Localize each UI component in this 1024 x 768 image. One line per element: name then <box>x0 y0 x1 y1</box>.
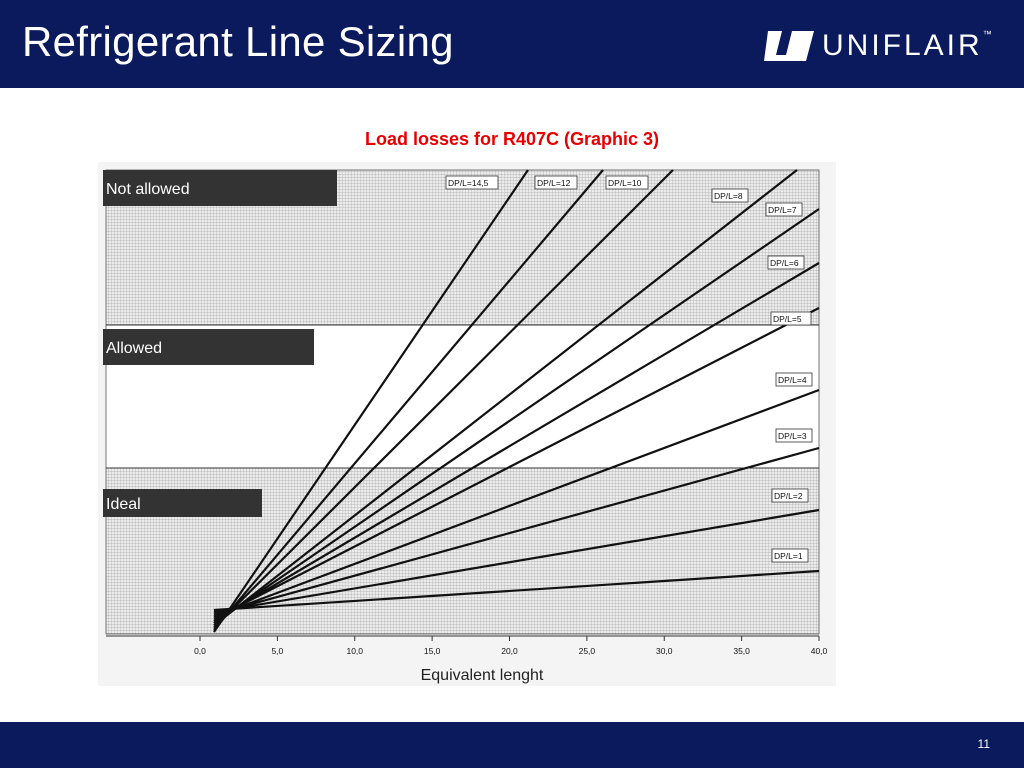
page-number: 11 <box>977 737 990 751</box>
series-label: DP/L=5 <box>773 314 802 324</box>
x-tick-label: 25,0 <box>578 646 596 656</box>
x-tick-label: 30,0 <box>655 646 673 656</box>
series-label: DP/L=12 <box>537 178 571 188</box>
series-label: DP/L=1 <box>774 551 803 561</box>
series-label: DP/L=7 <box>768 205 797 215</box>
logo-trademark: ™ <box>982 29 992 39</box>
series-label: DP/L=2 <box>774 491 803 501</box>
logo-wordmark: UNIFLAIR <box>822 29 983 62</box>
series-label: DP/L=8 <box>714 191 743 201</box>
slide-footer <box>0 722 1024 768</box>
x-tick-label: 0,0 <box>194 646 206 656</box>
zone-label: Ideal <box>106 496 141 513</box>
x-tick-label: 10,0 <box>346 646 364 656</box>
x-tick-label: 5,0 <box>271 646 284 656</box>
x-tick-label: 40,0 <box>810 646 828 656</box>
x-tick-label: 35,0 <box>733 646 750 656</box>
slide-title: Refrigerant Line Sizing <box>22 18 454 65</box>
series-label: DP/L=6 <box>770 258 799 268</box>
chart-title: Load losses for R407C (Graphic 3) <box>364 129 660 149</box>
zone-label: Allowed <box>106 340 163 357</box>
zone-label: Not allowed <box>106 181 190 198</box>
x-tick-label: 15,0 <box>423 646 441 656</box>
x-tick-label: 20,0 <box>501 646 518 656</box>
x-axis-label: Equivalent lenght <box>420 667 544 684</box>
series-label: DP/L=3 <box>778 431 807 441</box>
series-label: DP/L=14,5 <box>448 178 489 188</box>
series-label: DP/L=10 <box>608 178 642 188</box>
series-label: DP/L=4 <box>778 375 807 385</box>
